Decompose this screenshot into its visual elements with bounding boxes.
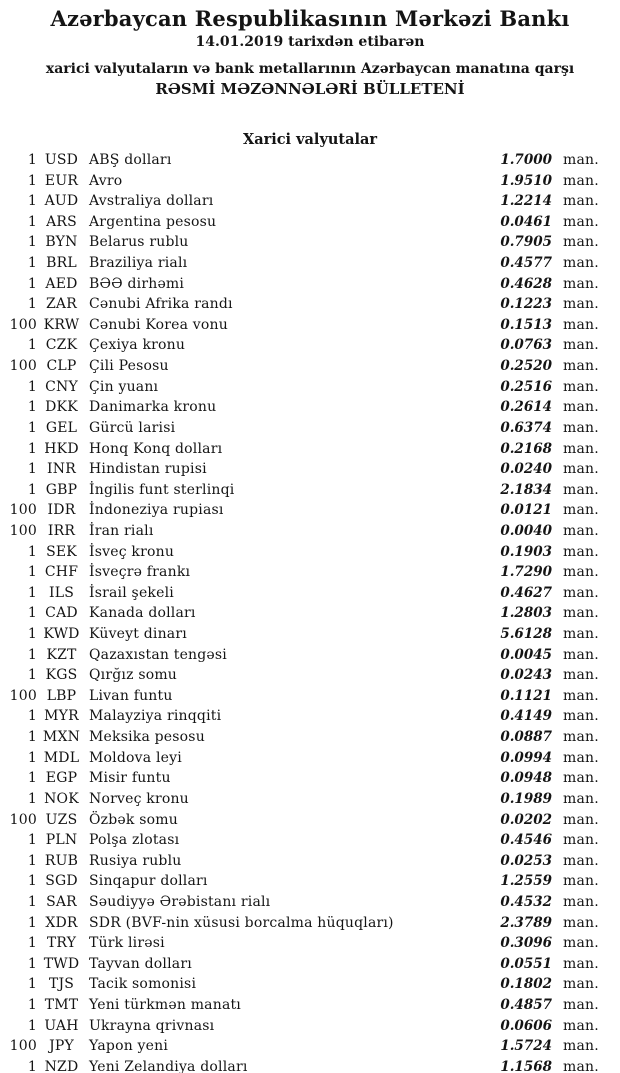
rate-unit-label: man. [563,584,599,601]
currency-rate: 0.1802 [500,976,552,993]
currency-name: İsveç kronu [89,543,175,560]
rate-row [0,294,620,315]
currency-quantity: 100 [9,316,37,333]
currency-quantity: 1 [27,399,37,416]
currency-rate: 0.2516 [500,378,552,395]
currency-rate: 0.0253 [500,852,552,869]
rate-row [0,562,620,583]
currency-code: KWD [43,626,80,643]
currency-quantity: 1 [27,234,37,251]
currency-quantity: 1 [27,337,37,354]
currency-name: İndoneziya rupiası [89,502,224,519]
currency-name: Malayziya rinqqiti [89,708,222,725]
currency-code: TRY [46,935,77,952]
rate-unit-label: man. [563,605,599,622]
rate-unit-label: man. [563,502,599,519]
currency-quantity: 100 [9,358,37,375]
currency-name: Norveç kronu [89,790,189,807]
rate-row [0,232,620,253]
currency-code: AUD [44,193,79,210]
currency-code: ILS [48,584,75,601]
rate-row [0,480,620,501]
currency-rate: 1.7290 [500,564,552,581]
currency-quantity: 1 [27,275,37,292]
rate-unit-label: man. [563,996,599,1013]
rate-unit-label: man. [563,440,599,457]
currency-rate: 0.0551 [500,955,552,972]
currency-rate: 0.1121 [500,687,552,704]
rate-unit-label: man. [563,811,599,828]
currency-quantity: 1 [27,440,37,457]
rate-unit-label: man. [563,708,599,725]
currency-rate: 0.0240 [500,461,552,478]
currency-name: İsveçrə frankı [89,564,191,581]
currency-quantity: 1 [27,893,37,910]
currency-quantity: 1 [27,976,37,993]
currency-name: Argentina pesosu [89,213,217,230]
currency-rate: 0.0994 [500,749,552,766]
rate-unit-label: man. [563,358,599,375]
currency-rate: 0.2614 [500,399,552,416]
currency-quantity: 1 [27,296,37,313]
currency-name: Honq Konq dolları [89,440,223,457]
currency-code: MDL [43,749,80,766]
currency-code: JPY [49,1038,74,1055]
rate-row [0,768,620,789]
rate-row [0,954,620,975]
currency-rate: 0.1989 [500,790,552,807]
currency-rate: 5.6128 [500,626,552,643]
currency-quantity: 100 [9,687,37,704]
rate-row [0,974,620,995]
rate-row [0,315,620,336]
currency-quantity: 1 [27,873,37,890]
rate-unit-label: man. [563,976,599,993]
currency-quantity: 1 [27,749,37,766]
rate-row [0,706,620,727]
currency-rate: 0.7905 [500,234,552,251]
currency-name: Misir funtu [89,770,171,787]
rate-row [0,1016,620,1037]
currency-rate: 0.1903 [500,543,552,560]
currency-name: Meksika pesosu [89,729,205,746]
currency-code: PLN [45,832,78,849]
currency-rate: 0.4532 [500,893,552,910]
currency-quantity: 1 [27,461,37,478]
currency-code: MYR [44,708,79,725]
rate-row [0,253,620,274]
currency-code: EUR [44,172,79,189]
currency-name: Yeni Zelandiya dolları [89,1058,248,1073]
rate-unit-label: man. [563,564,599,581]
rate-row [0,933,620,954]
currency-name: Çili Pesosu [89,358,169,375]
currency-code: GBP [45,481,78,498]
currency-code: SGD [45,873,78,890]
currency-quantity: 100 [9,811,37,828]
currency-code: KZT [46,646,77,663]
currency-code: IRR [47,522,76,539]
currency-name: Çin yuanı [89,378,159,395]
currency-rate: 0.4857 [500,996,552,1013]
rate-unit-label: man. [563,646,599,663]
rate-row [0,459,620,480]
currency-quantity: 1 [27,172,37,189]
currency-rate: 0.0948 [500,770,552,787]
currency-quantity: 100 [9,522,37,539]
currency-code: KGS [45,667,78,684]
currency-quantity: 1 [27,605,37,622]
currency-name: ABŞ dolları [89,152,172,168]
currency-rate: 0.2520 [500,358,552,375]
bulletin-title: RƏSMİ MƏZƏNNƏLƏRİ BÜLLETENİ [155,80,465,98]
currency-code: CZK [45,337,78,354]
currency-code: INR [47,461,76,478]
rate-unit-label: man. [563,1058,599,1073]
currency-rate: 1.5724 [500,1038,552,1055]
rate-unit-label: man. [563,481,599,498]
rate-unit-label: man. [563,955,599,972]
currency-quantity: 1 [27,419,37,436]
rate-unit-label: man. [563,935,599,952]
rate-unit-label: man. [563,213,599,230]
currency-name: Özbək somu [89,811,178,828]
rate-unit-label: man. [563,770,599,787]
currency-code: MXN [42,729,81,746]
rate-unit-label: man. [563,873,599,890]
currency-quantity: 1 [27,955,37,972]
currency-rate: 0.4577 [500,255,552,272]
currency-code: TJS [48,976,75,993]
currency-name: Tacik somonisi [89,976,197,993]
rate-row [0,439,620,460]
rate-unit-label: man. [563,296,599,313]
rate-row [0,150,620,171]
rate-unit-label: man. [563,255,599,272]
rate-row [0,583,620,604]
currency-rate: 0.0606 [500,1017,552,1034]
rate-row [0,810,620,831]
currency-rate: 0.4628 [500,275,552,292]
currency-name: Çexiya kronu [89,337,186,354]
rate-unit-label: man. [563,172,599,189]
currency-quantity: 1 [27,564,37,581]
currency-name: Yeni türkmən manatı [89,996,241,1013]
currency-rate: 0.4149 [500,708,552,725]
currency-code: XDR [45,914,78,931]
rate-unit-label: man. [563,749,599,766]
currency-quantity: 1 [27,543,37,560]
currency-name: Qazaxıstan tengəsi [89,646,227,663]
currency-name: İngilis funt sterlinqi [89,481,235,498]
rate-unit-label: man. [563,337,599,354]
currency-name: Cənubi Afrika randı [89,296,233,313]
currency-code: CHF [44,564,79,581]
currency-name: Küveyt dinarı [89,626,187,643]
rate-unit-label: man. [563,893,599,910]
rate-unit-label: man. [563,832,599,849]
currency-name: İsrail şekeli [89,584,174,601]
currency-quantity: 1 [27,584,37,601]
rate-unit-label: man. [563,543,599,560]
rate-row [0,624,620,645]
rate-row [0,397,620,418]
currency-quantity: 1 [27,996,37,1013]
currency-rate: 0.4627 [500,584,552,601]
currency-code: RUB [44,852,79,869]
currency-code: TMT [44,996,79,1013]
currency-name: BƏƏ dirhəmi [89,275,185,292]
currency-name: Ukrayna qrivnası [89,1017,215,1034]
currency-name: Rusiya rublu [89,852,182,869]
rate-row [0,191,620,212]
currency-name: Danimarka kronu [89,399,217,416]
rate-unit-label: man. [563,667,599,684]
currency-quantity: 100 [9,1038,37,1055]
rate-unit-label: man. [563,1017,599,1034]
rate-row [0,892,620,913]
rate-unit-label: man. [563,399,599,416]
currency-name: Kanada dolları [89,605,196,622]
rate-row [0,851,620,872]
currency-rate: 1.2214 [500,193,552,210]
rate-unit-label: man. [563,316,599,333]
rate-unit-label: man. [563,1038,599,1055]
document-subtitle: xarici valyutaların və bank metallarının Azərbaycan manatına qarşı [45,61,575,77]
currency-code: NZD [44,1058,79,1073]
rate-unit-label: man. [563,626,599,643]
currency-name: Yapon yeni [89,1038,169,1055]
currency-name: Türk lirəsi [89,935,165,952]
currency-name: Avro [89,172,123,189]
currency-rate: 0.0045 [500,646,552,663]
currency-code: BRL [46,255,77,272]
currency-rate: 0.2168 [500,440,552,457]
rate-row [0,830,620,851]
currency-rate: 0.6374 [500,419,552,436]
currency-quantity: 1 [27,770,37,787]
currency-name: Avstraliya dolları [89,193,214,210]
rate-unit-label: man. [563,234,599,251]
currency-rate: 0.1223 [500,296,552,313]
currency-quantity: 1 [27,481,37,498]
currency-rate: 0.0040 [500,522,552,539]
rate-unit-label: man. [563,522,599,539]
currency-name: Qırğız somu [89,667,178,684]
currency-code: CNY [45,378,78,395]
currency-code: CLP [46,358,77,375]
rate-row [0,789,620,810]
currency-quantity: 1 [27,626,37,643]
currency-code: TWD [43,955,80,972]
document-header [0,0,620,100]
currency-code: UZS [45,811,78,828]
currency-rate: 1.7000 [500,152,552,168]
currency-code: ZAR [46,296,77,313]
currency-name: İran rialı [89,522,154,539]
currency-code: NOK [44,790,79,807]
currency-code: HKD [44,440,79,457]
rate-row [0,521,620,542]
currency-name: Cənubi Korea vonu [89,316,228,333]
rate-row [0,727,620,748]
rate-unit-label: man. [563,378,599,395]
currency-quantity: 1 [27,832,37,849]
currency-code: AED [45,275,78,292]
exchange-rates-table [0,150,620,1073]
section-title-foreign-currencies: Xarici valyutalar [242,131,378,148]
currency-quantity: 1 [27,708,37,725]
currency-rate: 0.0202 [500,811,552,828]
rate-unit-label: man. [563,729,599,746]
currency-quantity: 1 [27,790,37,807]
currency-name: Sinqapur dolları [89,873,208,890]
currency-rate: 0.0763 [500,337,552,354]
currency-rate: 0.1513 [500,316,552,333]
currency-code: CAD [45,605,78,622]
currency-rate: 0.0461 [500,213,552,230]
currency-quantity: 1 [27,914,37,931]
currency-rate: 1.2559 [500,873,552,890]
currency-code: GEL [45,419,78,436]
currency-name: Hindistan rupisi [89,461,207,478]
currency-quantity: 100 [9,502,37,519]
currency-name: Belarus rublu [89,234,189,251]
currency-name: Səudiyyə Ərəbistanı rialı [89,893,271,910]
currency-quantity: 1 [27,213,37,230]
rate-row [0,274,620,295]
rate-unit-label: man. [563,419,599,436]
currency-code: DKK [45,399,78,416]
currency-code: BYN [45,234,78,251]
currency-quantity: 1 [27,378,37,395]
currency-quantity: 1 [27,193,37,210]
currency-name: Braziliya rialı [89,255,188,272]
rate-row [0,542,620,563]
currency-code: USD [44,152,79,168]
currency-name: SDR (BVF-nin xüsusi borcalma hüquqları) [89,914,394,931]
currency-code: ARS [46,213,77,230]
currency-name: Polşa zlotası [89,832,180,849]
rate-unit-label: man. [563,852,599,869]
rate-row [0,500,620,521]
rate-unit-label: man. [563,790,599,807]
currency-code: SAR [46,893,77,910]
currency-name: Gürcü larisi [89,419,176,436]
currency-quantity: 1 [27,646,37,663]
currency-code: LBP [46,687,77,704]
rate-row [0,1057,620,1073]
currency-quantity: 1 [27,1017,37,1034]
currency-rate: 0.4546 [500,832,552,849]
currency-rate: 1.9510 [500,172,552,189]
rate-row [0,645,620,666]
currency-quantity: 1 [27,667,37,684]
rate-unit-label: man. [563,275,599,292]
currency-rate: 0.0243 [500,667,552,684]
currency-code: IDR [47,502,76,519]
currency-quantity: 1 [27,852,37,869]
currency-quantity: 1 [27,1058,37,1073]
currency-rate: 2.3789 [500,914,552,931]
rate-row [0,377,620,398]
rate-row [0,913,620,934]
currency-rate: 0.0121 [500,502,552,519]
rate-row [0,171,620,192]
currency-name: Tayvan dolları [89,955,192,972]
rate-row [0,212,620,233]
rate-row [0,686,620,707]
rate-unit-label: man. [563,687,599,704]
rate-row [0,335,620,356]
rate-row [0,995,620,1016]
currency-rate: 0.0887 [500,729,552,746]
rate-unit-label: man. [563,193,599,210]
rate-row [0,356,620,377]
currency-quantity: 1 [27,152,37,168]
rate-row [0,418,620,439]
currency-name: Livan funtu [89,687,173,704]
page-title: Azərbaycan Respublikasının Mərkəzi Bankı [50,6,570,31]
rate-row [0,665,620,686]
effective-date-line: 14.01.2019 tarixdən etibarən [195,34,425,50]
currency-rate: 0.3096 [500,935,552,952]
currency-name: Moldova leyi [89,749,182,766]
rate-row [0,748,620,769]
currency-code: EGP [45,770,78,787]
currency-rate: 1.2803 [500,605,552,622]
currency-code: UAH [44,1017,79,1034]
currency-quantity: 1 [27,729,37,746]
currency-rate: 2.1834 [500,481,552,498]
currency-code: KRW [43,316,80,333]
rate-unit-label: man. [563,461,599,478]
currency-code: SEK [46,543,77,560]
rate-row [0,1036,620,1057]
currency-quantity: 1 [27,255,37,272]
rate-unit-label: man. [563,914,599,931]
rate-row [0,603,620,624]
rate-row [0,871,620,892]
currency-rate: 1.1568 [500,1058,552,1073]
rate-unit-label: man. [563,152,599,168]
currency-quantity: 1 [27,935,37,952]
